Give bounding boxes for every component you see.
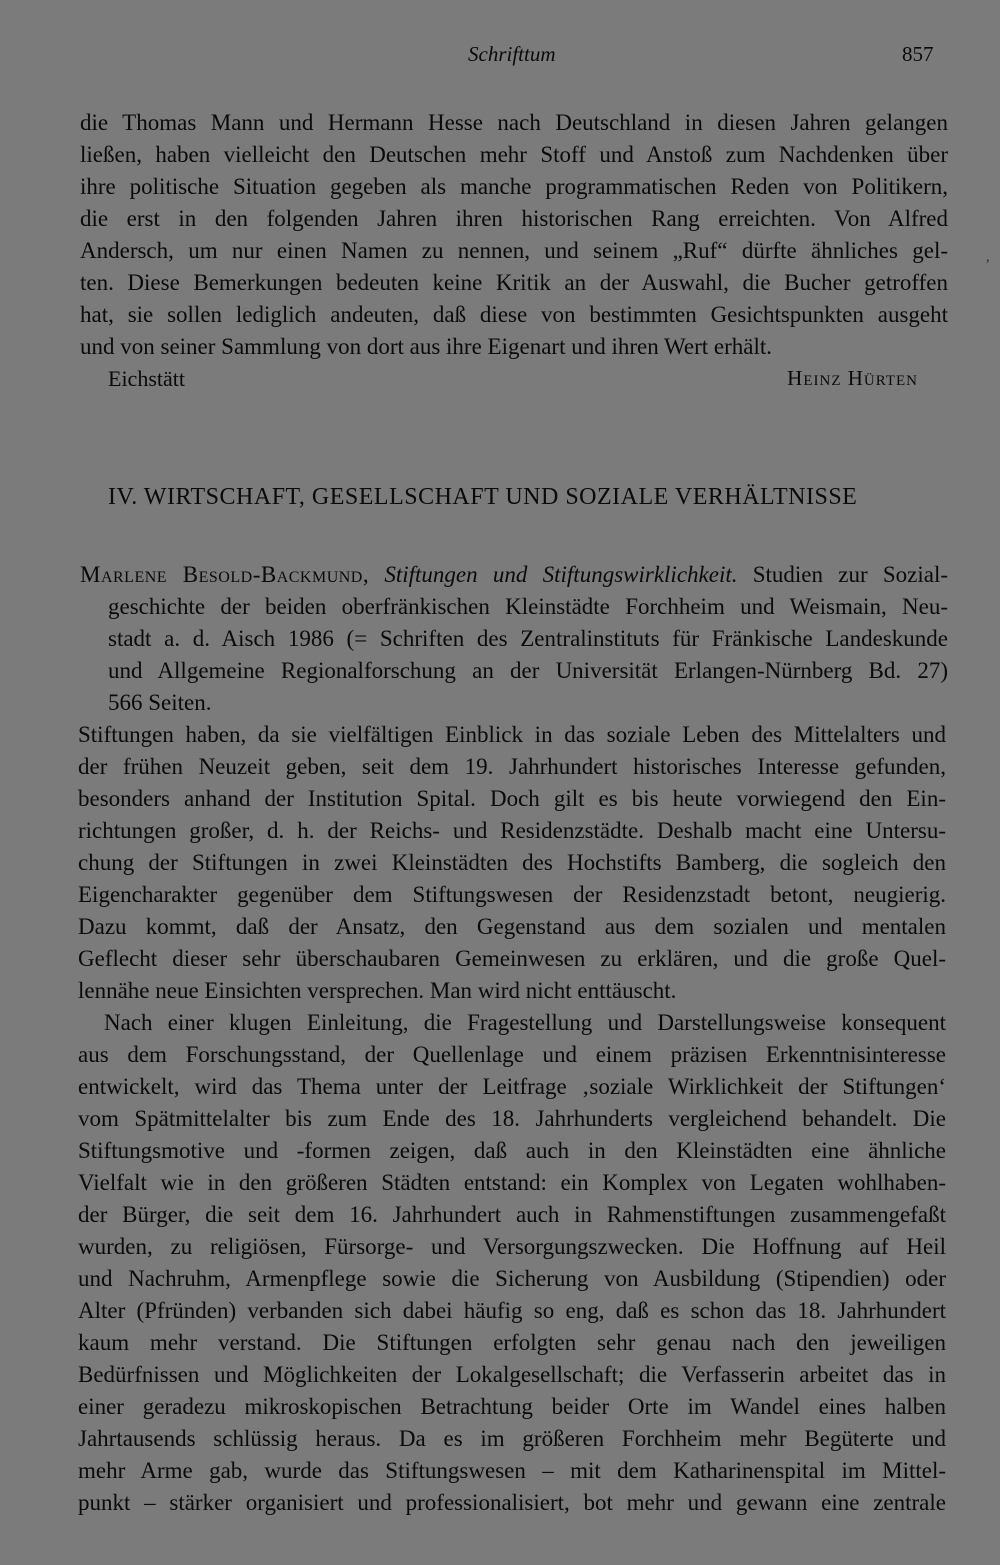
body-line: lennähe neue Einsichten versprechen. Man wird nicht enttäuscht. [78, 978, 677, 1003]
body-line: Dazu kommt, daß der Ansatz, den Gegenstand aus dem sozialen und mentalen [78, 914, 946, 939]
body-line: besonders anhand der Institution Spital. Doch gilt es bis heute vorwiegend den Ein- [78, 786, 946, 811]
body-line: richtungen großer, d. h. der Reichs- und Residenzstädte. Deshalb macht eine Untersu- [78, 818, 946, 843]
body-line: Geflecht dieser sehr überschaubaren Gemeinwesen zu erklären, und die große Quel- [78, 946, 946, 971]
citation-subtitle: Studien zur Sozial- [752, 562, 949, 587]
body-line: Stiftungsmotive und -formen zeigen, daß auch in den Kleinstädten eine ähnliche [78, 1138, 946, 1163]
body-line: und Nachruhm, Armenpflege sowie die Sicherung von Ausbildung (Stipendien) oder [78, 1266, 946, 1291]
running-title: Schrifttum [468, 42, 556, 66]
body-line: mehr Arme gab, wurde das Stiftungswesen – mit dem Katharinenspital im Mittel- [78, 1458, 946, 1483]
body-line: ihre politische Situation gegeben als manche programmatischen Reden von Politikern, [80, 174, 948, 199]
body-line: vom Spätmittelalter bis zum Ende des 18. Jahrhunderts vergleichend behandelt. Die [78, 1106, 946, 1131]
citation-line [80, 560, 948, 590]
body-line: Alter (Pfründen) verbanden sich dabei häufig so eng, daß es schon das 18. Jahrhundert [78, 1298, 946, 1323]
body-line: punkt – stärker organisiert und professionalisiert, bot mehr und gewann eine zentrale [78, 1490, 946, 1515]
citation-title: Stiftungen und Stiftungswirklichkeit. [384, 562, 738, 587]
body-line: Bedürfnissen und Möglichkeiten der Lokalgesellschaft; die Verfasserin arbeitet das in [78, 1362, 946, 1387]
citation-line: geschichte der beiden oberfränkischen Kleinstädte Forchheim und Weismain, Neu- [108, 594, 948, 619]
body-line: Andersch, um nur einen Namen zu nennen, und seinem „Ruf“ dürfte ähnliches gel- [80, 238, 948, 263]
review-place: Eichstätt [108, 366, 185, 391]
body-line: Jahrtausends schlüssig heraus. Da es im größeren Forchheim mehr Begüterte und [78, 1426, 946, 1451]
body-line: der frühen Neuzeit geben, seit dem 19. Jahrhundert historisches Interesse gefunden, [78, 754, 946, 779]
margin-mark: , [986, 250, 990, 265]
citation-author: Marlene Besold-Backmund, [80, 562, 370, 587]
body-line: Eigencharakter gegenüber dem Stiftungswesen der Residenzstadt betont, neugierig. [78, 882, 946, 907]
body-line: die erst in den folgenden Jahren ihren historischen Rang erreichten. Von Alfred [80, 206, 948, 231]
body-line: Vielfalt wie in den größeren Städten entstand: ein Komplex von Legaten wohlhaben- [78, 1170, 946, 1195]
body-line: und von seiner Sammlung von dort aus ihre Eigenart und ihren Wert erhält. [80, 334, 773, 359]
running-head [0, 42, 1000, 74]
section-heading: IV. WIRTSCHAFT, GESELLSCHAFT UND SOZIALE VERHÄLTNISSE [108, 484, 858, 510]
body-line: Stiftungen haben, da sie vielfältigen Einblick in das soziale Leben des Mittelalters und [78, 722, 946, 747]
body-line: wurden, zu religiösen, Fürsorge- und Versorgungszwecken. Die Hoffnung auf Heil [78, 1234, 946, 1259]
body-line: chung der Stiftungen in zwei Kleinstädten des Hochstifts Bamberg, die sogleich den [78, 850, 946, 875]
body-line: ließen, haben vielleicht den Deutschen mehr Stoff und Anstoß zum Nachdenken über [80, 142, 948, 167]
citation-line: und Allgemeine Regionalforschung an der Universität Erlangen-Nürnberg Bd. 27) [108, 658, 948, 683]
body-line: der Bürger, die seit dem 16. Jahrhundert auch in Rahmenstiftungen zusammengefaßt [78, 1202, 946, 1227]
body-line: die Thomas Mann und Hermann Hesse nach Deutschland in diesen Jahren gelangen [80, 110, 948, 135]
body-line: ten. Diese Bemerkungen bedeuten keine Kritik an der Auswahl, die Bucher getroffen [80, 270, 948, 295]
reviewer-name: Heinz Hürten [787, 366, 918, 390]
citation-line: stadt a. d. Aisch 1986 (= Schriften des Zentralinstituts für Fränkische Landeskunde [108, 626, 948, 651]
body-line: entwickelt, wird das Thema unter der Leitfrage ‚soziale Wirklichkeit der Stiftungen‘ [78, 1074, 946, 1099]
body-line: hat, sie sollen lediglich andeuten, daß diese von bestimmten Gesichtspunkten ausgeht [80, 302, 948, 327]
body-line: einer geradezu mikroskopischen Betrachtung beider Orte im Wandel eines halben [78, 1394, 946, 1419]
body-line: Nach einer klugen Einleitung, die Fragestellung und Darstellungsweise konsequent [104, 1010, 946, 1035]
body-line: kaum mehr verstand. Die Stiftungen erfolgten sehr genau nach den jeweiligen [78, 1330, 946, 1355]
page-number: 857 [902, 42, 934, 66]
citation-line: 566 Seiten. [108, 690, 212, 715]
body-line: aus dem Forschungsstand, der Quellenlage und einem präzisen Erkenntnisinteresse [78, 1042, 946, 1067]
